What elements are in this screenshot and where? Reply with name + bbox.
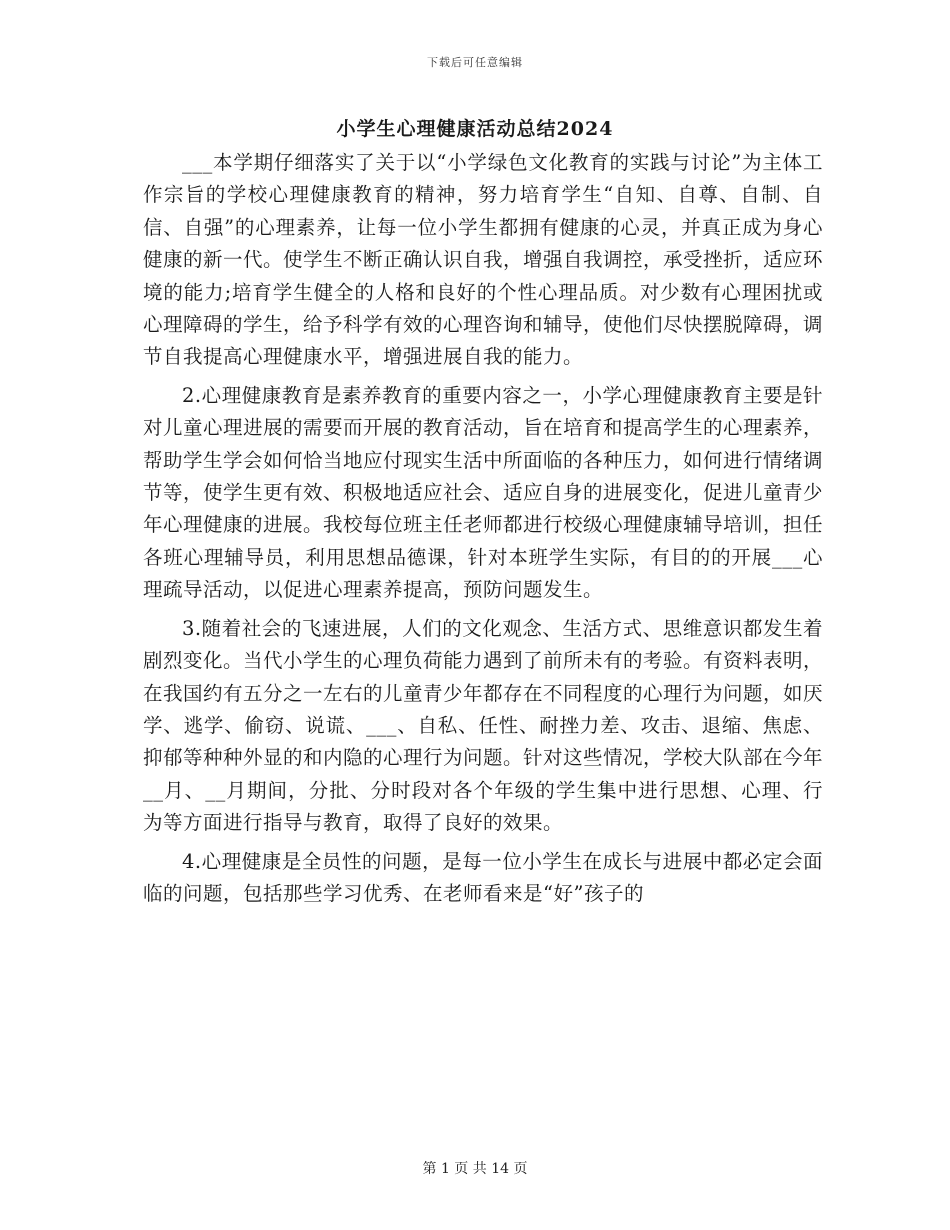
- paragraph-4: 4.心理健康是全员性的问题，是每一位小学生在成长与进展中都必定会面临的问题，包括那些学习优秀、在老师看来是“好”孩子的: [143, 849, 823, 905]
- header-note: 下载后可任意编辑: [427, 56, 523, 69]
- paragraph-1: ___本学期仔细落实了关于以“小学绿色文化教育的实践与讨论”为主体工作宗旨的学校心理健康教育的精神，努力培育学生“自知、自尊、自制、自信、自强”的心理素养，让每一位小学生都拥有健康的心灵，并真正成为身心健康的新一代。使学生不断正确认识自我，增强自我调控，承受挫折，适应环境的能力;培育学生健全的人格和良好的个性心理品质。对少数有心理困扰或心理障碍的学生，给予科学有效的心理咨询和辅导，使他们尽快摆脱障碍，调节自我提高心理健康水平，增强进展自我的能力。: [143, 151, 824, 369]
- document-body: [143, 147, 823, 916]
- document-title: 小学生心理健康活动总结2024: [336, 118, 614, 140]
- page-number: 第 1 页 共 14 页: [422, 1161, 528, 1177]
- paragraph-2: 2.心理健康教育是素养教育的重要内容之一，小学心理健康教育主要是针对儿童心理进展的需要而开展的教育活动，旨在培育和提高学生的心理素养，帮助学生学会如何恰当地应付现实生活中所面临的各种压力，如何进行情绪调节等，使学生更有效、积极地适应社会、适应自身的进展变化，促进儿童青少年心理健康的进展。我校每位班主任老师都进行校级心理健康辅导培训，担任各班心理辅导员，利用思想品德课，针对本班学生实际，有目的的开展___心理疏导活动，以促进心理素养提高，预防问题发生。: [143, 383, 824, 602]
- paragraph-3: 3.随着社会的飞速进展，人们的文化观念、生活方式、思维意识都发生着剧烈变化。当代小学生的心理负荷能力遇到了前所未有的考验。有资料表明，在我国约有五分之一左右的儿童青少年都存在不同程度的心理行为问题，如厌学、逃学、偷窃、说谎、___、自私、任性、耐挫力差、攻击、退缩、焦虑、抑郁等种种外显的和内隐的心理行为问题。针对这些情况，学校大队部在今年__月、__月期间，分批、分时段对各个年级的学生集中进行思想、心理、行为等方面进行指导与教育，取得了良好的效果。: [143, 616, 824, 835]
